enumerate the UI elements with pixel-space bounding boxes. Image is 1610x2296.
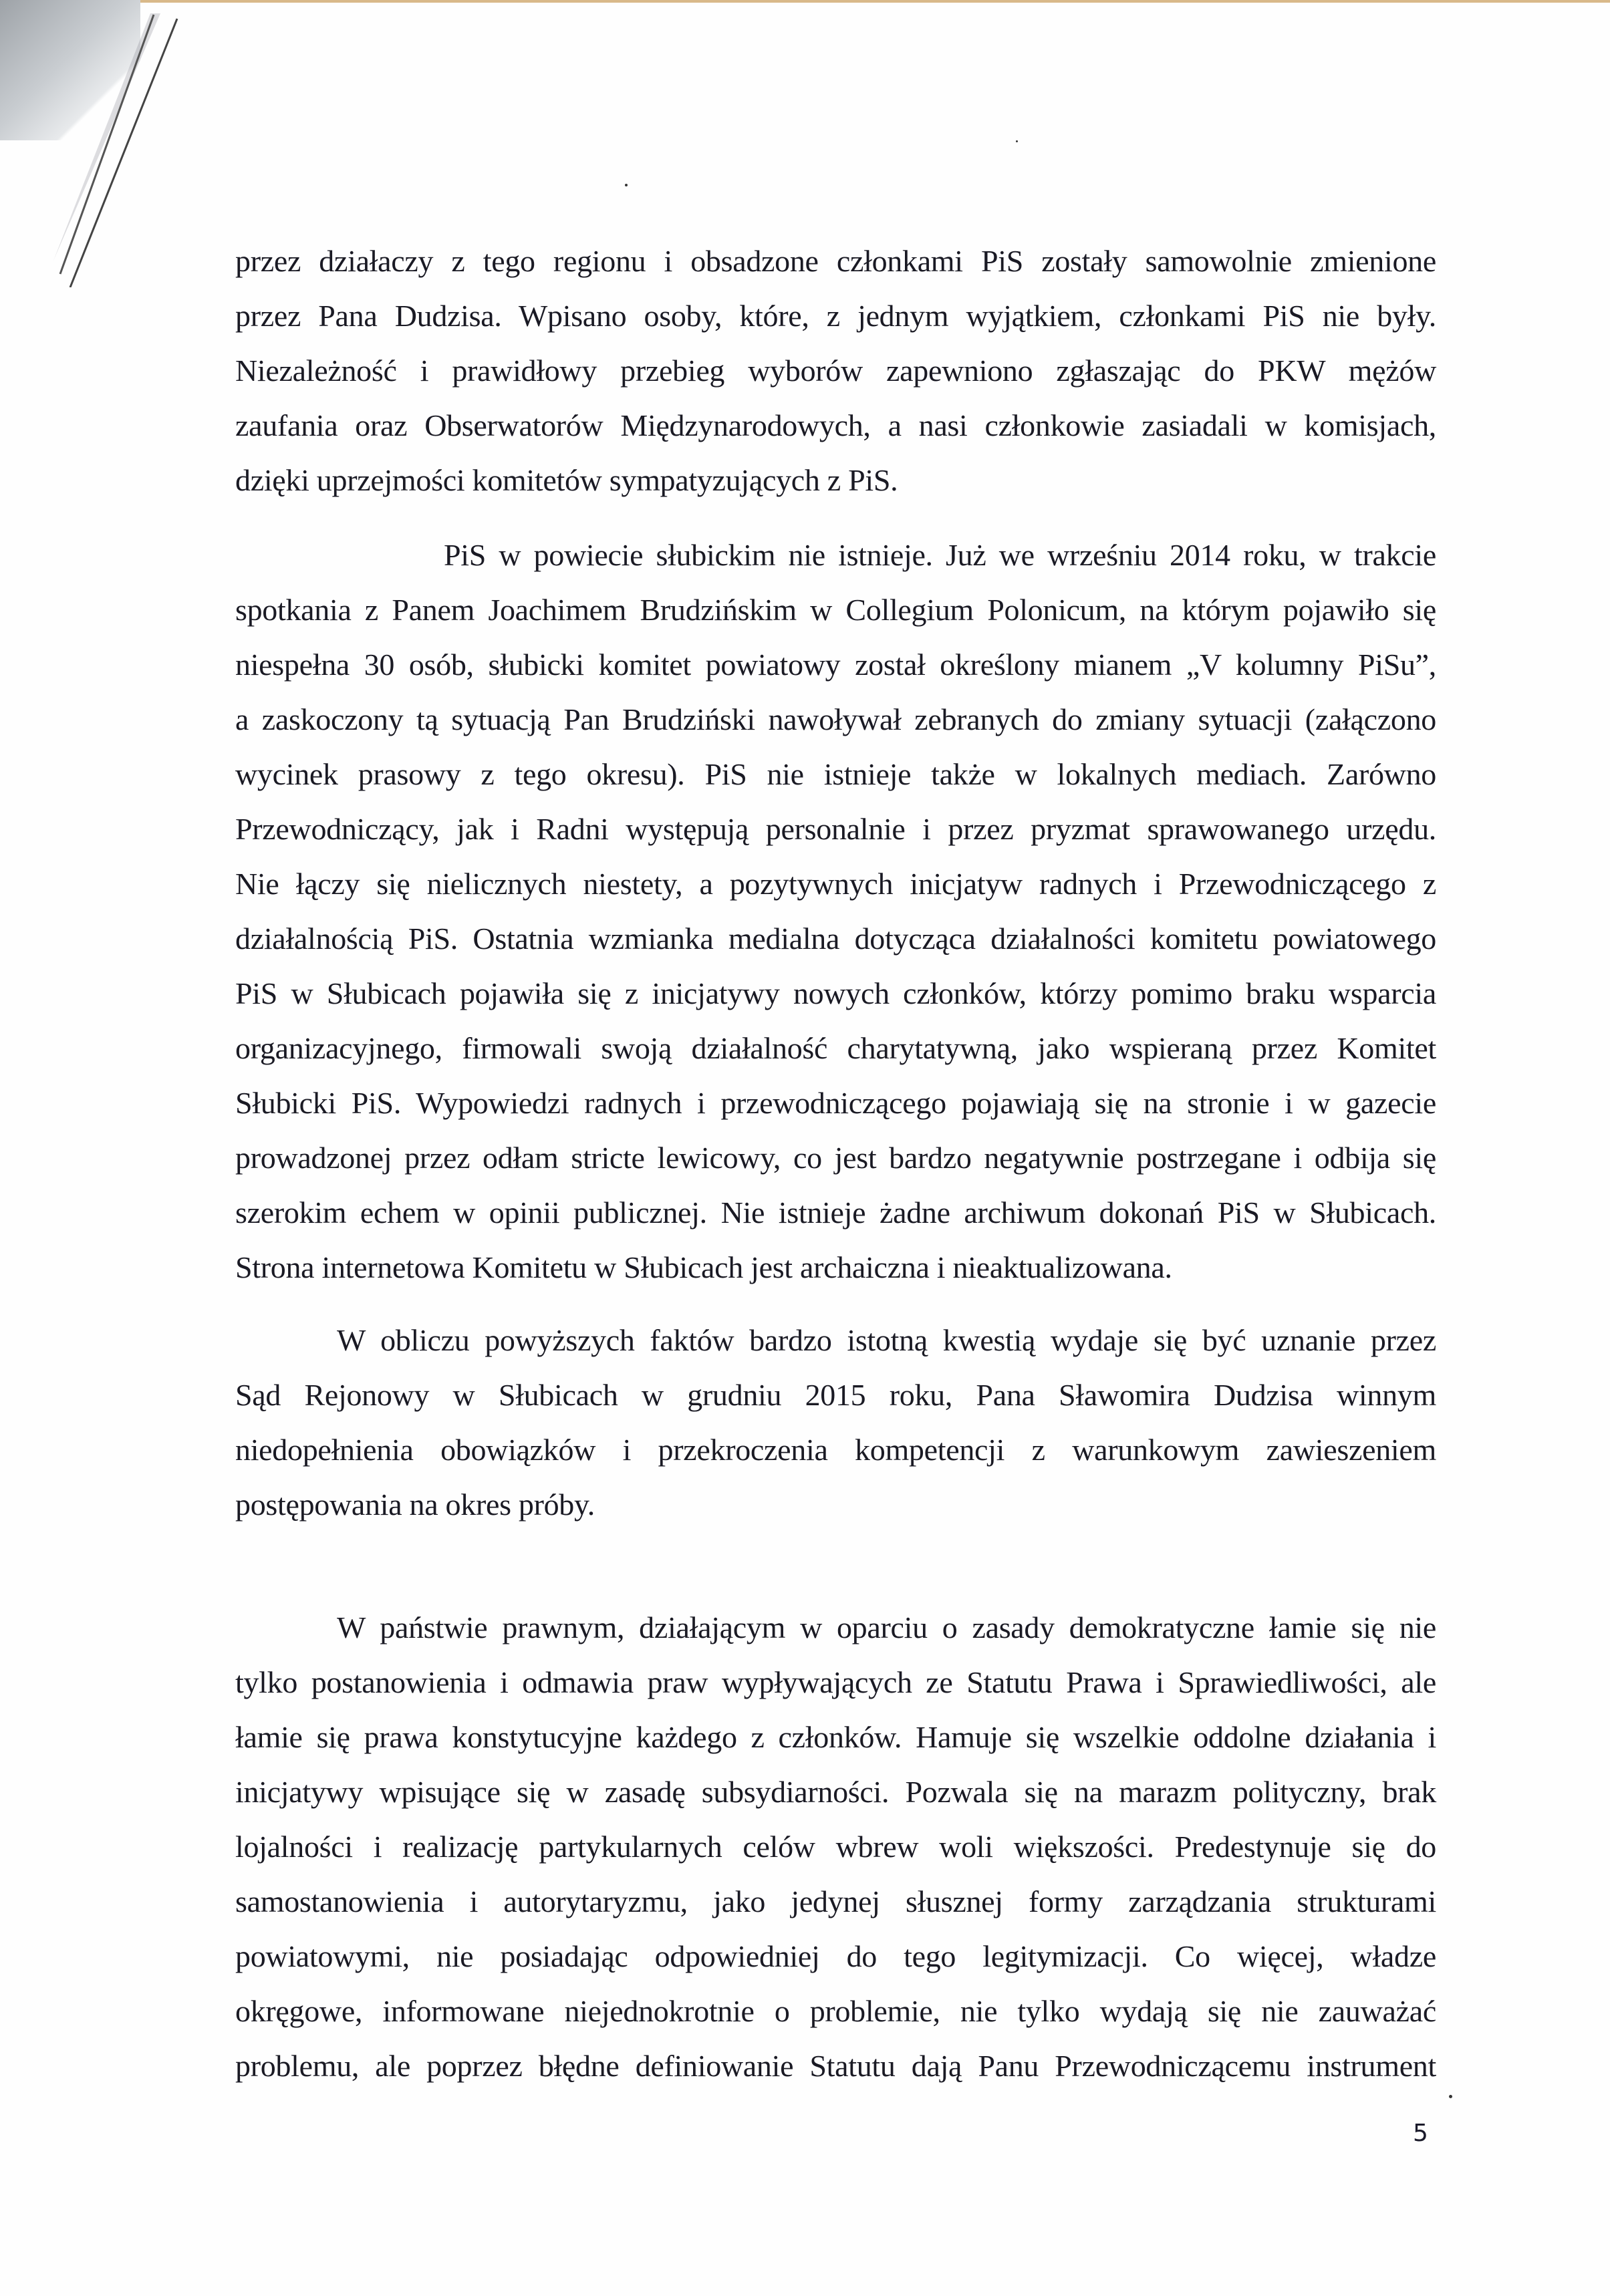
text-line: Strona internetowa Komitetu w Słubicach jest archaiczna i nieaktualizowana. [235,1250,1172,1284]
text-line: W obliczu powyższych faktów bardzo istotną kwestią wydaje się być uznanie przez [337,1323,1436,1357]
paragraph-3 [235,1313,1436,1532]
text-line: samostanowienia i autorytaryzmu, jako jedynej słusznej formy zarządzania strukturami [235,1884,1436,1918]
text-line: W państwie prawnym, działającym w oparciu o zasady demokratyczne łamie się nie [337,1610,1436,1644]
page-top-edge [134,0,1610,3]
scan-speck [1016,140,1018,142]
text-line: Niezależność i prawidłowy przebieg wyborów zapewniono zgłaszając do PKW mężów [235,353,1436,388]
text-line: problemu, ale poprzez błędne definiowanie Statutu dają Panu Przewodniczącemu instrument [235,2049,1436,2083]
text-line: Sąd Rejonowy w Słubicach w grudniu 2015 roku, Pana Sławomira Dudzisa winnym [235,1378,1436,1412]
text-line: działalnością PiS. Ostatnia wzmianka medialna dotycząca działalności komitetu powiatowego [235,921,1436,956]
text-line: a zaskoczony tą sytuacją Pan Brudziński nawoływał zebranych do zmiany sytuacji (załączono [235,702,1436,736]
text-line: spotkania z Panem Joachimem Brudzińskim w Collegium Polonicum, na którym pojawiło się [235,593,1436,627]
text-line: tylko postanowienia i odmawia praw wypływających ze Statutu Prawa i Sprawiedliwości, ale [235,1665,1436,1699]
paragraph-1 [235,234,1436,508]
text-line: szerokim echem w opinii publicznej. Nie istnieje żadne archiwum dokonań PiS w Słubicach. [235,1195,1436,1230]
text-line: wycinek prasowy z tego okresu). PiS nie istnieje także w lokalnych mediach. Zarówno [235,757,1436,791]
text-line: niespełna 30 osób, słubicki komitet powiatowy został określony mianem „V kolumny PiSu”, [235,648,1436,682]
text-line: postępowania na okres próby. [235,1487,595,1522]
text-line: inicjatywy wpisujące się w zasadę subsydiarności. Pozwala się na marazm polityczny, brak [235,1775,1436,1809]
scan-artifact-lines [40,7,200,287]
scan-speck [625,184,628,186]
text-line: PiS w powiecie słubickim nie istnieje. Już we wrześniu 2014 roku, w trakcie [444,538,1436,572]
text-line: niedopełnienia obowiązków i przekroczenia kompetencji z warunkowym zawieszeniem [235,1433,1436,1467]
paragraph-2 [235,528,1436,1295]
text-line: powiatowymi, nie posiadając odpowiedniej do tego legitymizacji. Co więcej, władze [235,1939,1436,1973]
text-line: przez Pana Dudzisa. Wpisano osoby, które, z jednym wyjątkiem, członkami PiS nie były. [235,299,1436,333]
text-line: zaufania oraz Obserwatorów Międzynarodowych, a nasi członkowie zasiadali w komisjach, [235,408,1436,442]
text-line: prowadzonej przez odłam stricte lewicowy, co jest bardzo negatywnie postrzegane i odbija się [235,1141,1436,1175]
text-line: Słubicki PiS. Wypowiedzi radnych i przewodniczącego pojawiają się na stronie i w gazecie [235,1086,1436,1120]
text-line: dzięki uprzejmości komitetów sympatyzujących z PiS. [235,463,898,497]
text-line: Przewodniczący, jak i Radni występują personalnie i przez pryzmat sprawowanego urzędu. [235,812,1436,846]
text-line: lojalności i realizację partykularnych celów wbrew woli większości. Predestynuje się do [235,1830,1436,1864]
page-number: 5 [1413,2120,1428,2147]
text-line: Nie łączy się nielicznych niestety, a pozytywnych inicjatyw radnych i Przewodniczącego z [235,867,1436,901]
text-line: łamie się prawa konstytucyjne każdego z członków. Hamuje się wszelkie oddolne działania i [235,1720,1436,1754]
text-line: przez działaczy z tego regionu i obsadzone członkami PiS zostały samowolnie zmienione [235,244,1436,278]
scan-speck [1449,2095,1452,2098]
text-line: PiS w Słubicach pojawiła się z inicjatywy nowych członków, którzy pomimo braku wsparcia [235,976,1436,1010]
text-line: okręgowe, informowane niejednokrotnie o problemie, nie tylko wydają się nie zauważać [235,1994,1436,2028]
paragraph-4 [235,1600,1436,2094]
text-line: organizacyjnego, firmowali swoją działalność charytatywną, jako wspieraną przez Komitet [235,1031,1436,1065]
